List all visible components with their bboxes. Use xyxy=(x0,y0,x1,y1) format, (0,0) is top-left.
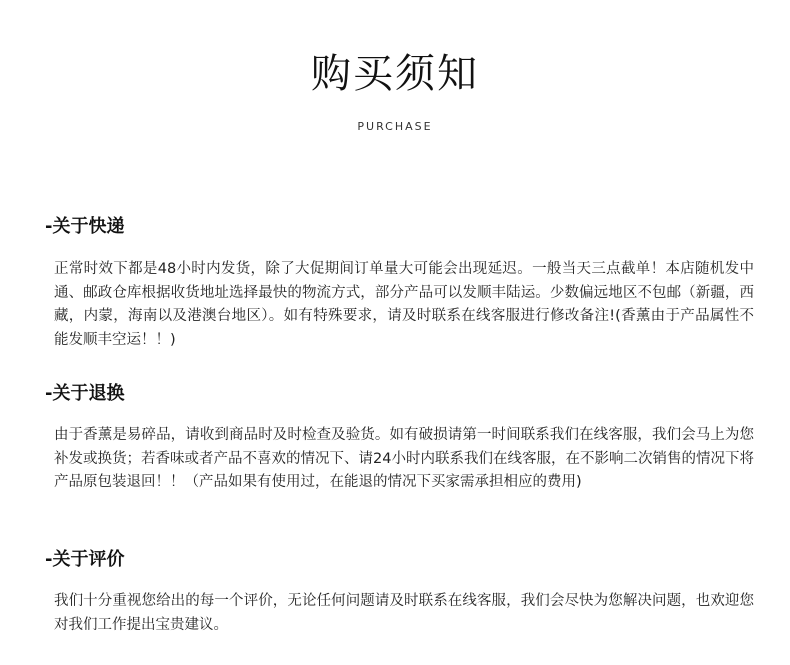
page-subtitle: PURCHASE xyxy=(357,120,433,133)
page-title: 购买须知 xyxy=(311,51,479,97)
section-heading-returns: -关于退换 xyxy=(45,383,125,404)
section-body-returns: 由于香薰是易碎品，请收到商品时及时检查及验货。如有破损请第一时间联系我们在线客服，我们会马上为您补发或换货；若香味或者产品不喜欢的情况下、请24小时内联系我们在线客服，在不影响二次销售的情况下将产品原包装退回！！（产品如果有使用过，在能退的情况下买家需承担相应的费用) xyxy=(54,427,754,491)
section-heading-reviews: -关于评价 xyxy=(45,549,125,570)
section-body-shipping: 正常时效下都是48小时内发货，除了大促期间订单量大可能会出现延迟。一般当天三点截单！本店随机发中通、邮政仓库根据收货地址选择最快的物流方式，部分产品可以发顺丰陆运。少数偏远地区不包邮（新疆，西藏，内蒙，海南以及港澳台地区）。如有特殊要求，请及时联系在线客服进行修改备注!(香薰由于产品属性不能发顺丰空运！！) xyxy=(54,261,754,349)
section-heading-shipping: -关于快递 xyxy=(45,216,125,237)
section-body-reviews: 我们十分重视您给出的每一个评价，无论任何问题请及时联系在线客服，我们会尽快为您解决问题，也欢迎您对我们工作提出宝贵建议。 xyxy=(54,593,754,633)
